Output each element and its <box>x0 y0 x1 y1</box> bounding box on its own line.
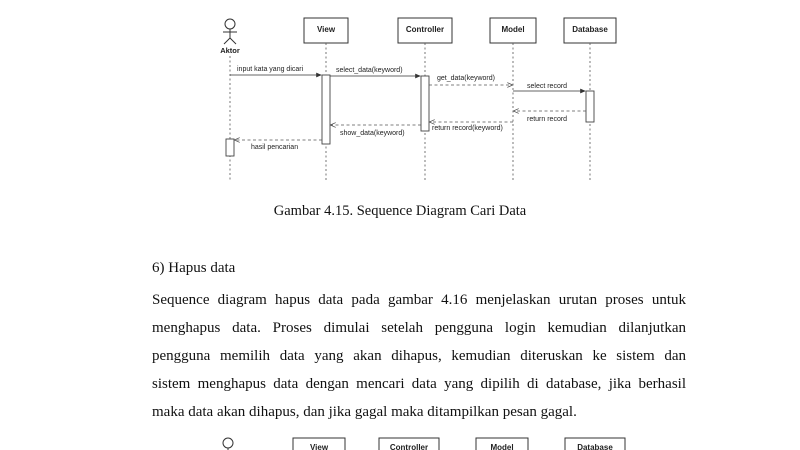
paragraph-line: maka data akan dihapus, dan jika gagal maka ditampilkan pesan gagal. <box>152 404 577 420</box>
message-show-data-label: show_data(keyword) <box>340 130 405 137</box>
message-select-record-label: select record <box>527 83 568 90</box>
participant-model-label-2: Model <box>490 443 514 450</box>
activation-controller <box>421 76 429 131</box>
paragraph-line: pengguna memilih data yang akan dihapus, kemudian diteruskan ke sistem dan <box>152 348 686 364</box>
message-get-data-label: get_data(keyword) <box>437 75 495 82</box>
message-select-data-label: select_data(keyword) <box>336 67 403 74</box>
message-hasil-label: hasil pencarian <box>251 144 299 151</box>
paragraph-line: menghapus data. Proses dimulai setelah pengguna login kemudian dilanjutkan <box>152 320 686 336</box>
figure-caption: Gambar 4.15. Sequence Diagram Cari Data <box>273 203 527 219</box>
actor-figure-2 <box>223 438 233 448</box>
paragraph-line: Sequence diagram hapus data pada gambar 4.16 menjelaskan urutan proses untuk <box>152 292 686 308</box>
message-input-label: input kata yang dicari <box>237 66 304 73</box>
participant-controller-label: Controller <box>405 25 445 34</box>
activation-database <box>586 91 594 122</box>
body-paragraph <box>152 286 686 426</box>
message-return-record-keyword-label: return record(keyword) <box>432 125 503 132</box>
actor-label: Aktor <box>220 46 240 55</box>
participant-database-label-2: Database <box>577 443 613 450</box>
message-return-record-label: return record <box>527 116 568 123</box>
paragraph-line: sistem menghapus data dengan mencari data yang dipilih di database, jika berhasil <box>152 376 686 392</box>
participant-view-label: View <box>316 25 336 34</box>
participant-view-label-2: View <box>309 443 329 450</box>
participant-model-label: Model <box>501 25 525 34</box>
sequence-diagram-hapus-data <box>223 438 625 450</box>
section-heading: 6) Hapus data <box>152 260 236 276</box>
activation-actor <box>226 139 234 156</box>
activation-view <box>322 75 330 144</box>
actor-figure <box>223 19 237 44</box>
participant-controller-label-2: Controller <box>389 443 429 450</box>
participant-database-label: Database <box>572 25 608 34</box>
